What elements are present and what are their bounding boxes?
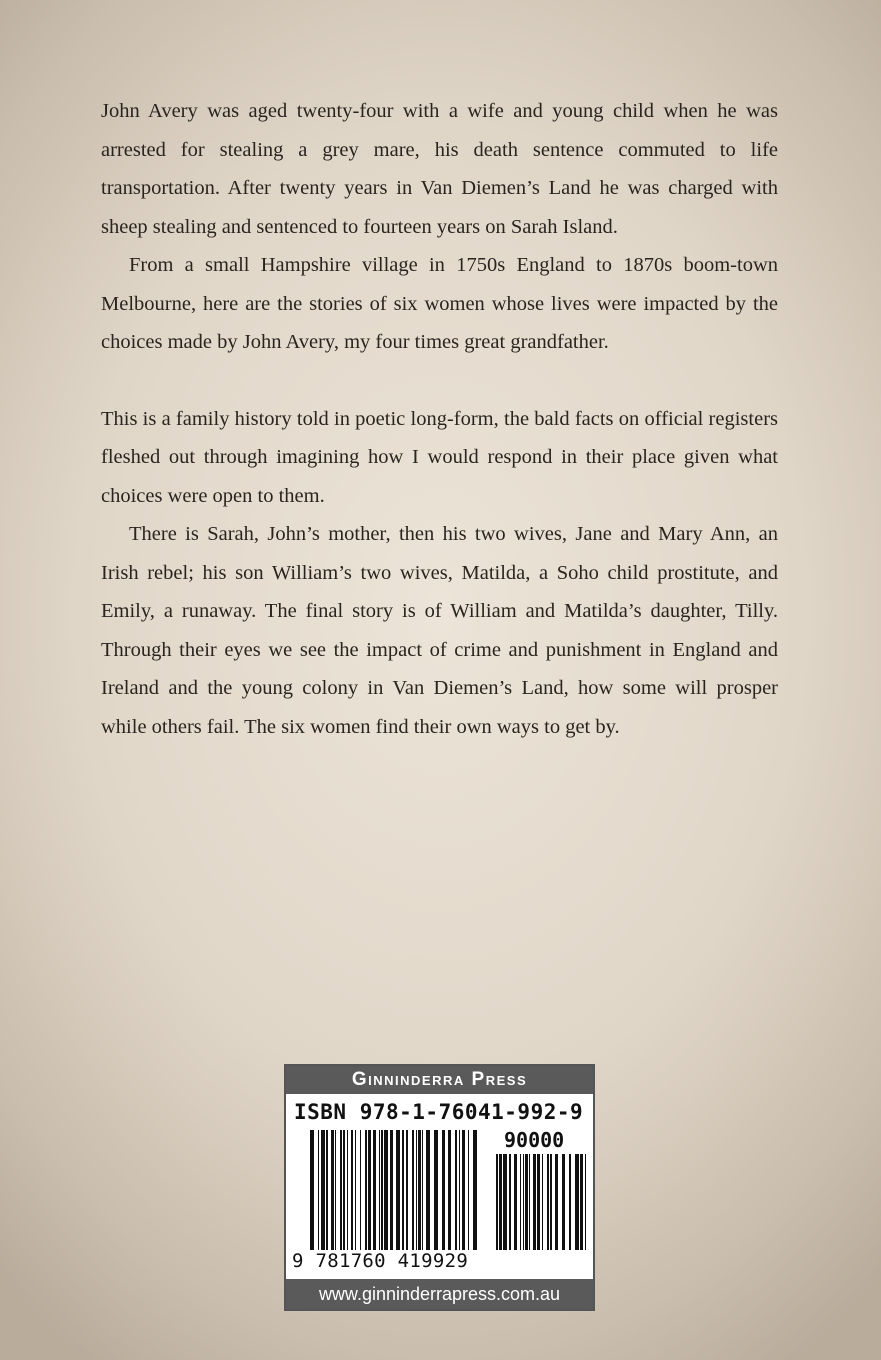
isbn-barcode-box [284, 1064, 595, 1311]
blurb-paragraph-2: From a small Hampshire village in 1750s England to 1870s boom-town Melbourne, here are the stories of six women whose lives were impacted by the choices made by John Avery, my four times great grandfather. [101, 254, 778, 353]
blurb-paragraph-3: This is a family history told in poetic long-form, the bald facts on official registers fleshed out through imagining how I would respond in their place given what choices were open to them. [101, 407, 778, 507]
barcode-bars [286, 1126, 593, 1254]
publisher-website: www.ginninderrapress.com.au [286, 1279, 593, 1309]
ean-digits: 9 781760 419929 [292, 1250, 469, 1272]
publisher-name: Ginninderra Press [286, 1066, 593, 1094]
blurb-paragraph-1: John Avery was aged twenty-four with a wife and young child when he was arrested for stealing a grey mare, his death sentence commuted to life transportation. After twenty years in Van Diemen’s Land he was charged with sheep stealing and sentenced to fourteen years on Sarah Island. [101, 100, 778, 238]
blurb-paragraph-4: There is Sarah, John’s mother, then his two wives, Jane and Mary Ann, an Irish rebel; his son William’s two wives, Matilda, a Soho child prostitute, and Emily, a runaway. The final story is of William and Matilda’s daughter, Tilly. Through their eyes we see the impact of crime and punishment in England and Ireland and the young colony in Van Diemen’s Land, how some will prosper while others fail. The six women find their own ways to get by. [101, 523, 778, 738]
back-cover-blurb [101, 92, 778, 746]
isbn-label: ISBN 978-1-76041-992-9 [294, 1100, 584, 1124]
price-addon-number: 90000 [504, 1128, 565, 1152]
